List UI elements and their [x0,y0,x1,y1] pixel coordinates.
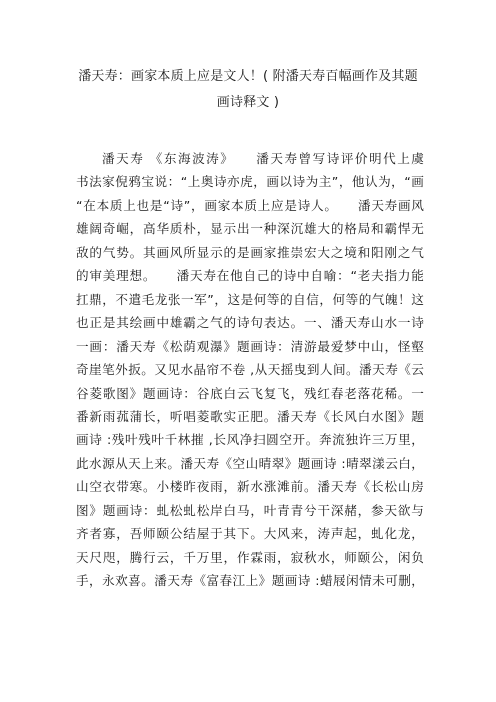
body-line: 天尺咫，腾行云，千万里，作霖雨，寂秋水，师颐公，闲负 [76,549,424,565]
body-line: 山空衣带寒。小楼昨夜雨，新水涨滩前。潘天寿《长松山房 [76,479,424,495]
title-line-1: 潘天寿：画家本质上应是文人！( 附潘天寿百幅画作及其题 [78,69,418,84]
body-line: 图》题画诗：虬松虬松岸白马，叶青青兮干深赭，参天欲与 [76,502,424,518]
body-line: 潘天寿 《东海波涛》 潘天寿曾写诗评价明代上虞 [102,151,424,166]
body-line: 雄阔奇崛，高华质朴，显示出一种深沉雄大的格局和霸悍无 [76,221,424,237]
title-line-2: 画诗释文 ) [216,95,280,110]
body-line: 画诗 :残叶残叶千林摧 ,长风净扫圆空开。奔流独许三万里， [76,432,424,448]
body-line: 齐者寡，吾师颐公结屋于其下。大风来，涛声起，虬化龙， [76,526,424,542]
body-line: 的审美理想。 潘天寿在他自己的诗中自喻：“老夫指力能 [76,268,424,284]
body-line: 也正是其绘画中雄霸之气的诗句表达。一、潘天寿山水一诗 [76,315,424,331]
body-line: 一画：潘天寿《松荫观瀑》题画诗：清游最爱梦中山，怪壑 [76,338,424,354]
body-line: 手，永欢喜。潘天寿《富春江上》题画诗 :蜡屐闲情未可删， [76,573,424,589]
body-line: 此水源从天上来。潘天寿《空山晴翠》题画诗 :晴翠漾云白， [76,455,424,471]
body-line: 敌的气势。其画风所显示的是画家推崇宏大之境和阳刚之气 [76,244,424,260]
document-body [76,147,424,593]
body-line: “在本质上也是“诗”，画家本质上应是诗人。 潘天寿画风 [76,197,424,213]
document-title [60,64,436,116]
body-line: 扛鼎，不遣毛龙张一军”，这是何等的自信，何等的气魄！这 [76,291,424,307]
body-line: 番新雨菰蒲长，听唱菱歌实正肥。潘天寿《长风白水图》题 [76,408,424,424]
body-line: 奇崖笔外扳。又见水晶帘不卷 ,从天摇曳到人间。潘天寿《云 [76,362,424,378]
body-line: 谷菱歌图》题画诗：谷底白云飞复飞，残红春老落花稀。一 [76,385,424,401]
body-line: 书法家倪鸦宝说：“上奥诗亦虎，画以诗为主”，他认为，“画 [76,174,424,190]
